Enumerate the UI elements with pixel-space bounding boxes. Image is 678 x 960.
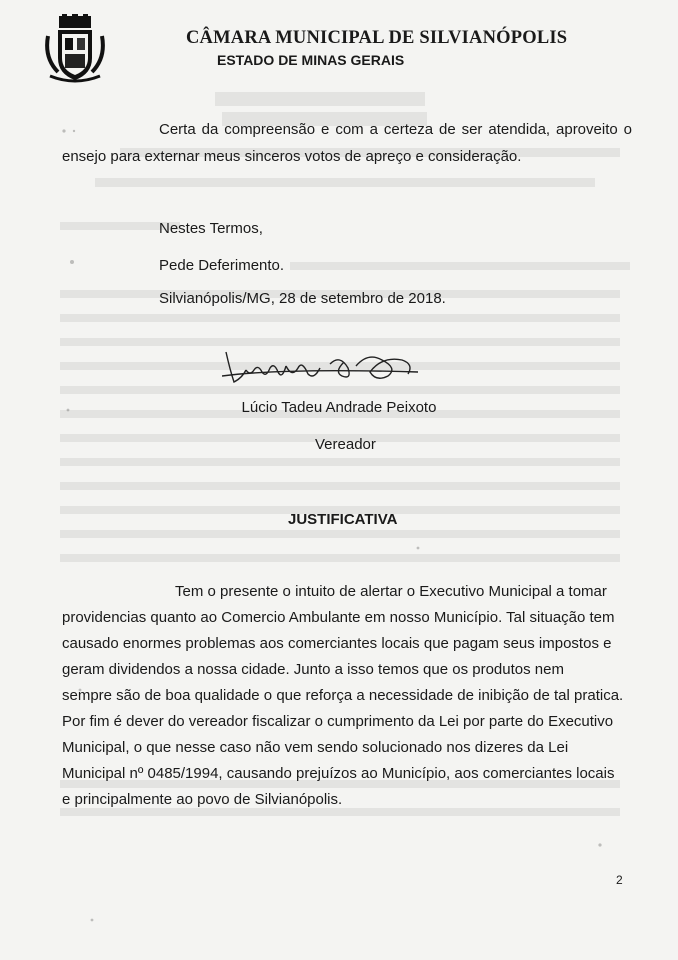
- closing-terms: Nestes Termos,: [159, 220, 263, 237]
- state-subtitle: ESTADO DE MINAS GERAIS: [217, 52, 405, 68]
- place-date: Silvianópolis/MG, 28 de setembro de 2018.: [159, 290, 446, 307]
- justification-line: providencias quanto ao Comercio Ambulante em nosso Município. Tal situação tem: [62, 609, 615, 626]
- justification-line: Municipal, o que nesse caso não vem sendo solucionado nos dizeres da Lei: [62, 739, 569, 756]
- signatory-role: Vereador: [315, 436, 376, 453]
- justification-line: Por fim é dever do vereador fiscalizar o cumprimento da Lei por parte do Executivo: [62, 713, 614, 730]
- justification-line: sempre são de boa qualidade o que reforça a necessidade de inibição de tal pratica.: [62, 687, 624, 704]
- handwritten-signature: [222, 346, 422, 386]
- justification-line: e principalmente ao povo de Silvianópolis.: [62, 791, 343, 808]
- closing-paragraph: Certa da compreensão e com a certeza de ser atendida, aproveito o ensejo para externar meus sinceros votos de apreço e consideração.: [62, 121, 632, 165]
- section-heading: JUSTIFICATIVA: [288, 511, 398, 528]
- justification-line: geram dividendos a nossa cidade. Junto a isso temos que os produtos nem: [62, 661, 564, 678]
- chamber-title: CÂMARA MUNICIPAL DE SILVIANÓPOLIS: [186, 28, 568, 48]
- justification-line: Tem o presente o intuito de alertar o Executivo Municipal a tomar: [175, 583, 607, 600]
- municipal-crest-icon: [44, 14, 106, 84]
- page-number: 2: [616, 873, 623, 887]
- signatory-name: Lúcio Tadeu Andrade Peixoto: [241, 399, 437, 416]
- justification-line: causado enormes problemas aos comerciantes locais que pagam seus impostos e: [62, 635, 612, 652]
- closing-request: Pede Deferimento.: [159, 257, 285, 274]
- justification-line: Municipal nº 0485/1994, causando prejuízos ao Município, aos comerciantes locais: [62, 765, 615, 782]
